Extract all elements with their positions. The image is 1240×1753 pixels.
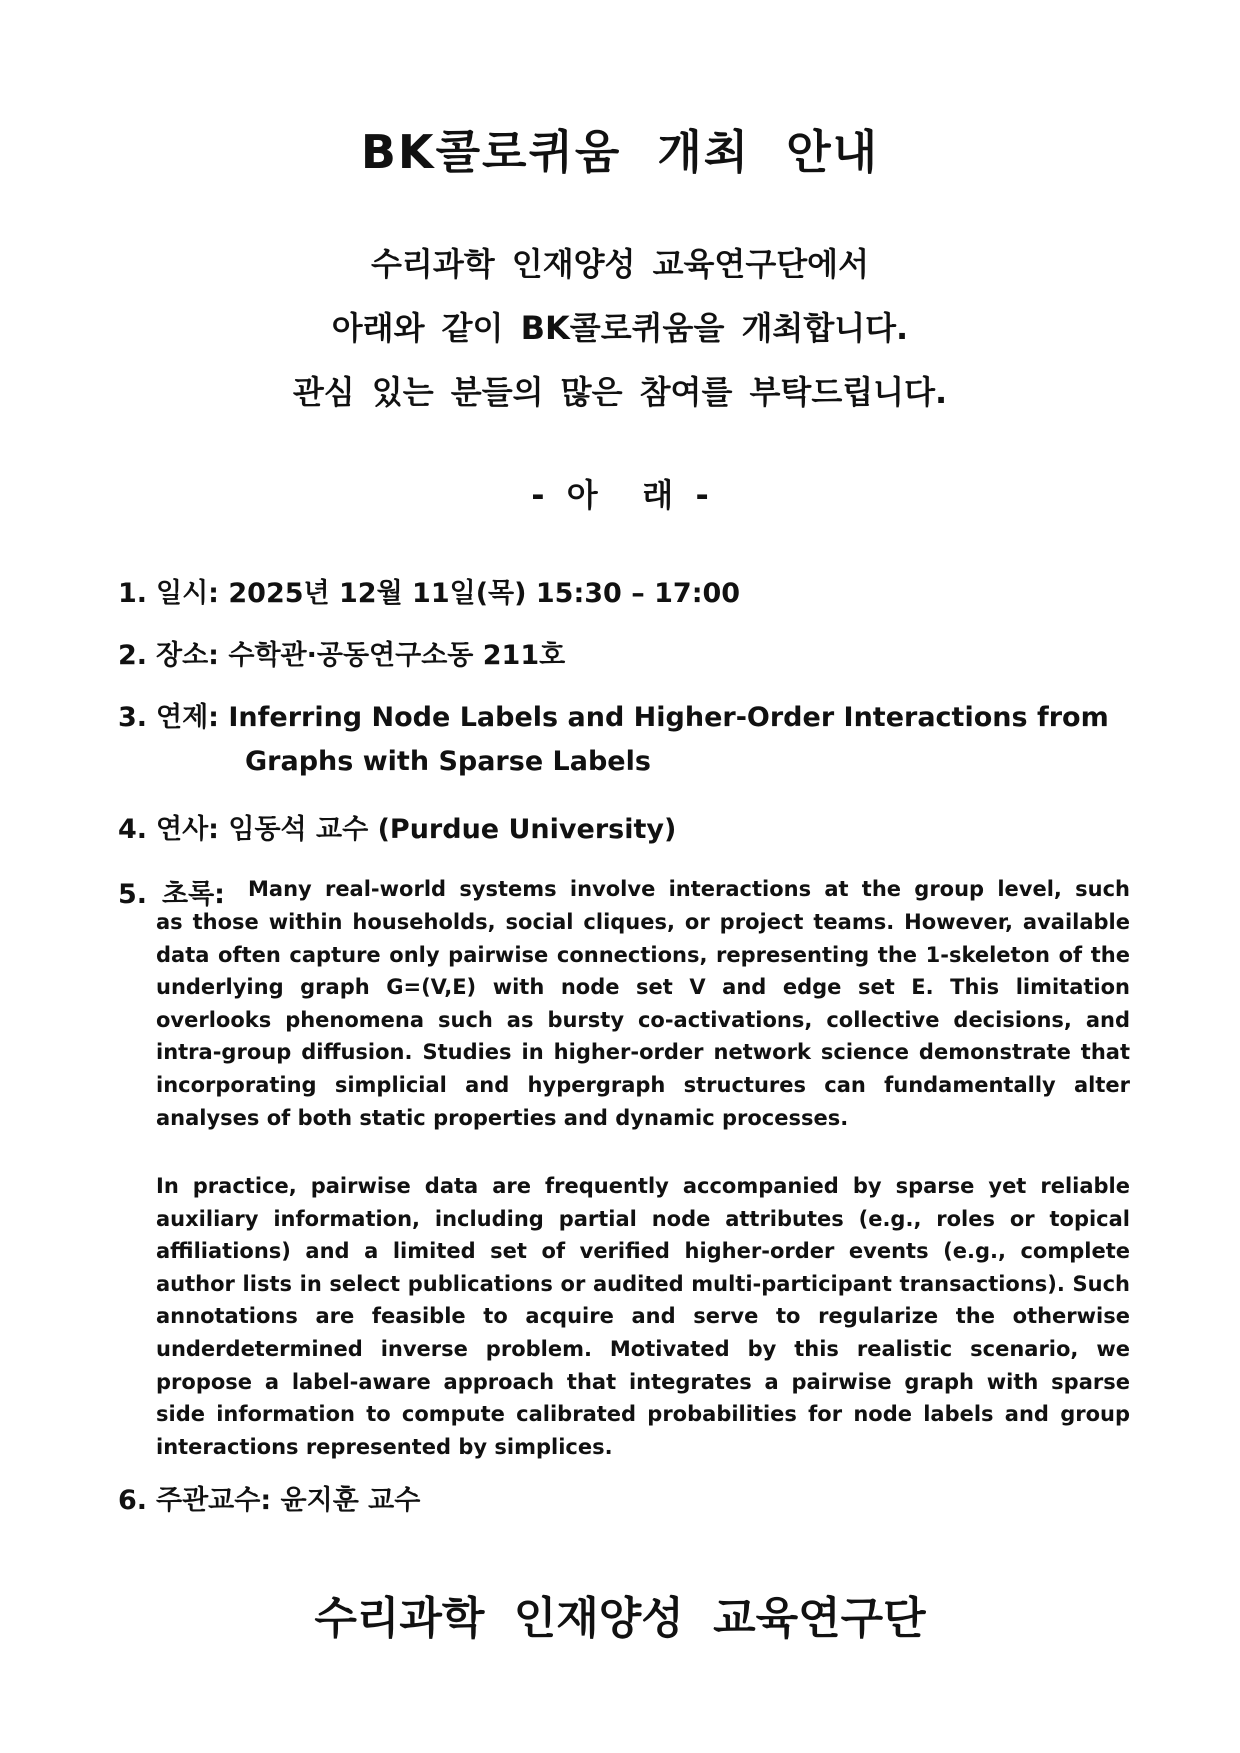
intro-line-3: 관심 있는 분들의 많은 참여를 부탁드립니다. bbox=[292, 373, 948, 411]
intro-text bbox=[0, 232, 1240, 424]
abstract-first-line: Many real-world systems involve interactions at the group level, such bbox=[248, 877, 1130, 901]
item-label: 장소: bbox=[156, 640, 229, 671]
abstract-paragraph-1: as those within households, social cliques, or project teams. However, available data often capture only pairwise connections, representing the 1-skeleton of the underlying graph G=(V,E) with node set V and edge set E. This limitation overlooks phenomena such as bursty co-activations, collective decisions, and intra-group diffusion. Studies in higher-order network science demonstrate that incorporating simplicial and hypergraph structures can fundamentally alter analyses of both static properties and dynamic processes. bbox=[156, 910, 1130, 1130]
item-number: 6. bbox=[118, 1485, 148, 1516]
item-host bbox=[118, 1478, 420, 1517]
item-value: 임동석 교수 (Purdue University) bbox=[228, 814, 677, 845]
item-date bbox=[118, 571, 740, 610]
page-title: BK콜로퀴움 개최 안내 bbox=[360, 125, 880, 179]
item-topic-continuation: Graphs with Sparse Labels bbox=[245, 746, 651, 777]
intro-line-2: 아래와 같이 BK콜로퀴움을 개최합니다. bbox=[331, 309, 909, 347]
item-speaker bbox=[118, 807, 676, 846]
item-label: 연제: bbox=[156, 702, 229, 733]
item-number: 4. bbox=[118, 814, 148, 845]
organization-footer: 수리과학 인재양성 교육연구단 bbox=[314, 1593, 926, 1644]
item-number: 3. bbox=[118, 702, 148, 733]
item-label: 주관교수: bbox=[156, 1485, 281, 1516]
item-place bbox=[118, 633, 565, 672]
item-label: 연사: bbox=[156, 814, 229, 845]
item-number: 1. bbox=[118, 578, 148, 609]
intro-line-1: 수리과학 인재양성 교육연구단에서 bbox=[371, 245, 869, 283]
item-value: Inferring Node Labels and Higher-Order Interactions from bbox=[228, 702, 1109, 733]
abstract-paragraph-2: In practice, pairwise data are frequently accompanied by sparse yet reliable auxiliary information, including partial node attributes (e.g., roles or topical affiliations) and a limited set of verified higher-order events (e.g., complete author lists in select publications or audited multi-participant transactions). Such annotations are feasible to acquire and serve to regularize the otherwise underdetermined inverse problem. Motivated by this realistic scenario, we propose a label-aware approach that integrates a pairwise graph with sparse side information to compute calibrated probabilities for node labels and group interactions represented by simplices. bbox=[156, 1174, 1130, 1459]
item-value: 수학관·공동연구소동 211호 bbox=[228, 640, 566, 671]
item-value: 윤지훈 교수 bbox=[280, 1485, 421, 1516]
item-number: 2. bbox=[118, 640, 148, 671]
item-label: 일시: bbox=[156, 578, 229, 609]
item-label: 초록: bbox=[162, 879, 225, 910]
item-number: 5. bbox=[118, 879, 148, 910]
item-value: 2025년 12월 11일(목) 15:30 – 17:00 bbox=[228, 578, 741, 609]
section-mark: - 아 래 - bbox=[531, 476, 709, 514]
item-topic bbox=[118, 695, 1109, 734]
